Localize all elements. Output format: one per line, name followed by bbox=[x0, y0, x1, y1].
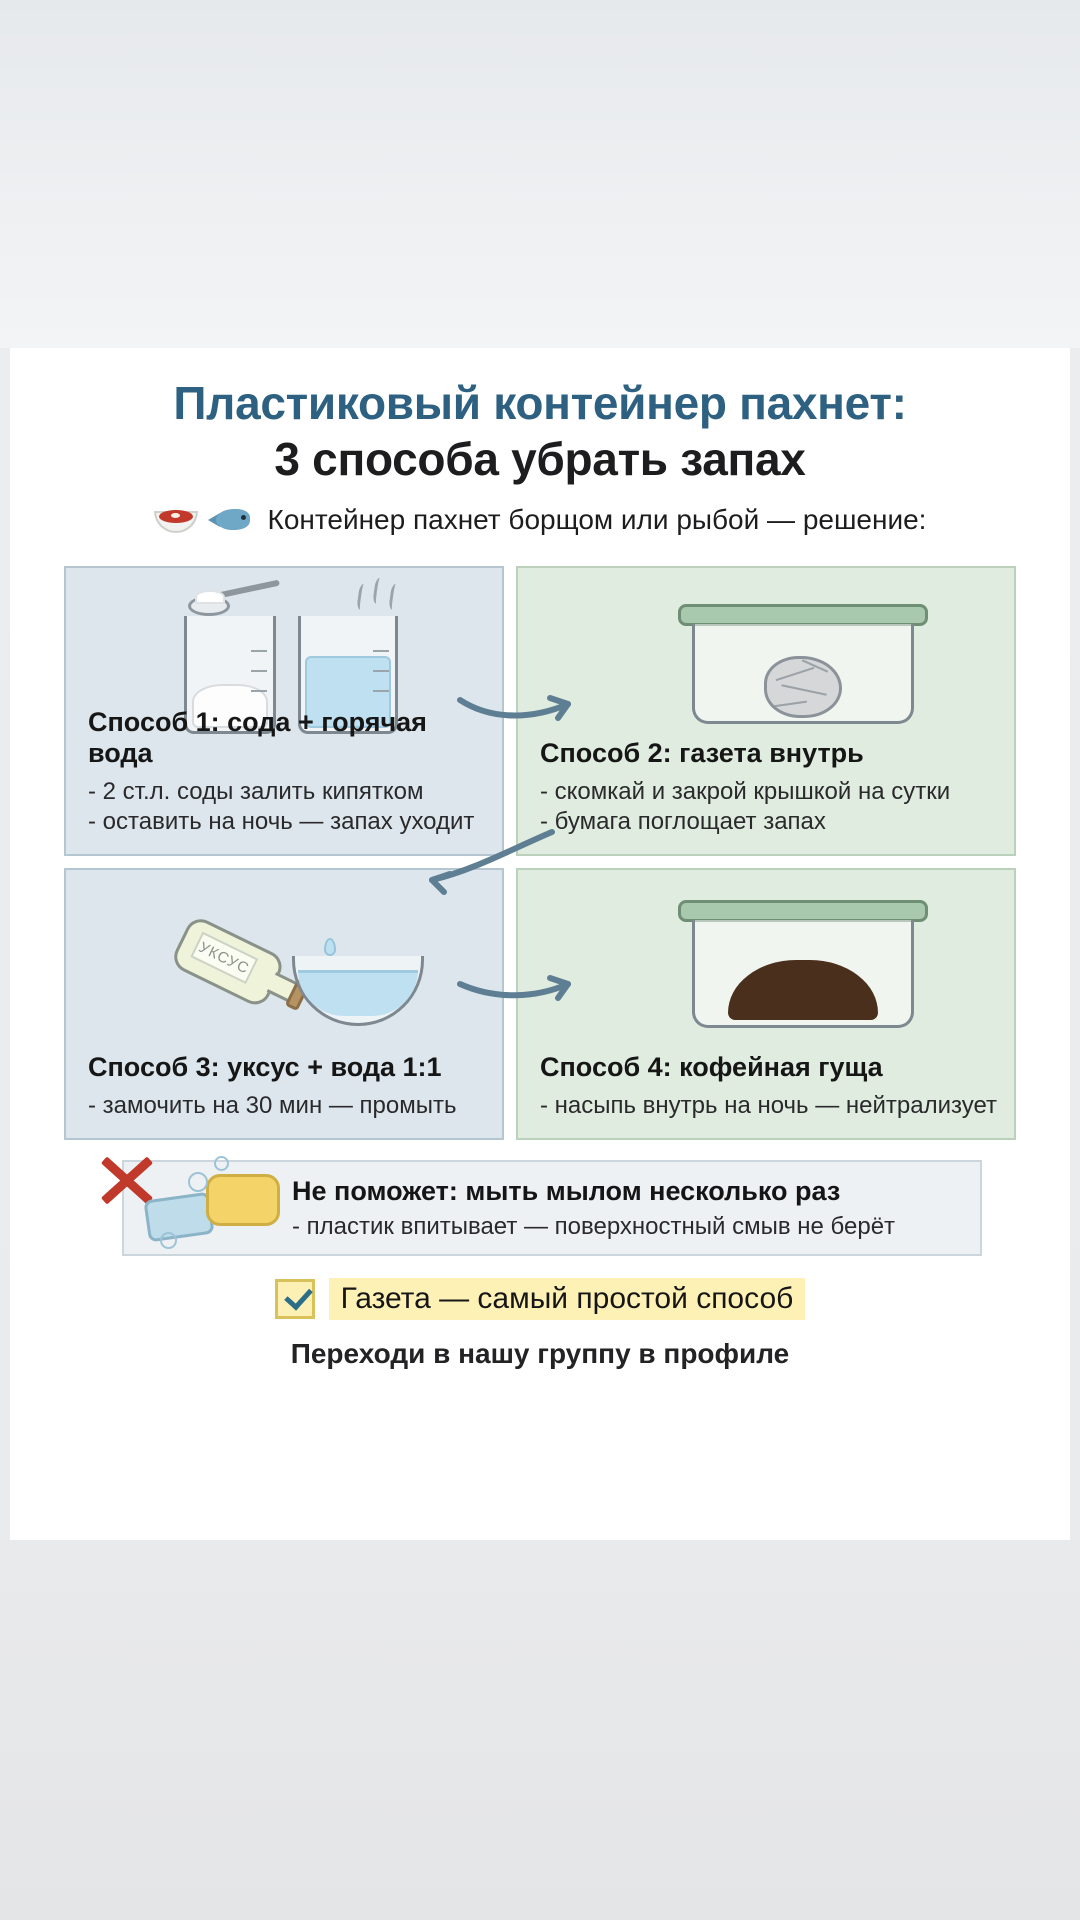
not-help-text bbox=[292, 1176, 895, 1241]
poster-card bbox=[10, 348, 1070, 1540]
method-4-text bbox=[540, 1052, 998, 1120]
method-4-line-1: - насыпь внутрь на ночь — нейтрализует bbox=[540, 1091, 997, 1119]
arrow-1-to-2-icon bbox=[454, 678, 584, 738]
bottom-background-band bbox=[0, 1540, 1080, 1920]
arrow-2-to-3-icon bbox=[410, 826, 560, 906]
bubble-icon bbox=[188, 1172, 208, 1192]
water-bowl-icon bbox=[292, 956, 424, 1026]
fish-icon bbox=[208, 506, 258, 534]
container-coffee-illustration bbox=[518, 878, 1014, 1043]
steam-icon bbox=[372, 577, 386, 604]
newspaper-ball-icon bbox=[764, 656, 842, 718]
arrow-3-to-4-icon bbox=[454, 958, 584, 1018]
method-1-panel bbox=[64, 566, 504, 856]
method-2-line-1: - скомкай и закрой крышкой на сутки bbox=[540, 778, 951, 806]
conclusion-highlight: Газета — самый простой способ bbox=[329, 1278, 806, 1320]
not-help-title: Не поможет: мыть мылом несколько раз bbox=[292, 1176, 841, 1206]
sponge-icon bbox=[206, 1174, 280, 1226]
bubble-icon bbox=[160, 1232, 177, 1249]
steam-icon bbox=[388, 583, 402, 610]
top-background-band bbox=[0, 0, 1080, 348]
vinegar-bottle-label: УКСУС bbox=[190, 932, 258, 984]
water-drop-icon bbox=[324, 938, 336, 956]
method-1-line-1: - 2 ст.л. соды залить кипятком bbox=[88, 778, 424, 806]
steam-icon bbox=[356, 583, 370, 610]
bubble-icon bbox=[214, 1156, 229, 1171]
checkbox-checked-icon bbox=[275, 1279, 315, 1319]
method-3-panel bbox=[64, 868, 504, 1140]
plastic-container-icon bbox=[678, 900, 928, 1028]
method-3-text bbox=[88, 1052, 486, 1120]
method-1-line-2: - оставить на ночь — запах уходит bbox=[88, 807, 475, 835]
container-newspaper-illustration bbox=[518, 576, 1014, 741]
method-4-title: Способ 4: кофейная гуща bbox=[540, 1051, 883, 1082]
footer-cta: Переходи в нашу группу в профиле bbox=[290, 1338, 790, 1369]
borsch-bowl-icon bbox=[154, 505, 198, 535]
subtitle-text: Контейнер пахнет борщом или рыбой — решение: bbox=[267, 504, 927, 535]
method-2-panel bbox=[516, 566, 1016, 856]
method-4-panel bbox=[516, 868, 1016, 1140]
not-help-line: - пластик впитывает — поверхностный смыв не берёт bbox=[292, 1213, 896, 1240]
method-1-title: Способ 1: сода + горячая вода bbox=[88, 707, 427, 769]
plastic-container-icon bbox=[678, 604, 928, 724]
method-3-line-1: - замочить на 30 мин — промыть bbox=[88, 1091, 457, 1119]
page-title-line1: Пластиковый контейнер пахнет: bbox=[173, 377, 907, 429]
subtitle-row bbox=[10, 504, 1070, 536]
conclusion-row bbox=[10, 1278, 1070, 1320]
method-1-text bbox=[88, 707, 486, 836]
method-2-title: Способ 2: газета внутрь bbox=[540, 738, 864, 769]
page-title-line2: 3 способа убрать запах bbox=[274, 433, 806, 485]
method-2-line-2: - бумага поглощает запах bbox=[540, 807, 826, 835]
method-2-text bbox=[540, 738, 998, 836]
method-3-title: Способ 3: уксус + вода 1:1 bbox=[88, 1051, 442, 1082]
